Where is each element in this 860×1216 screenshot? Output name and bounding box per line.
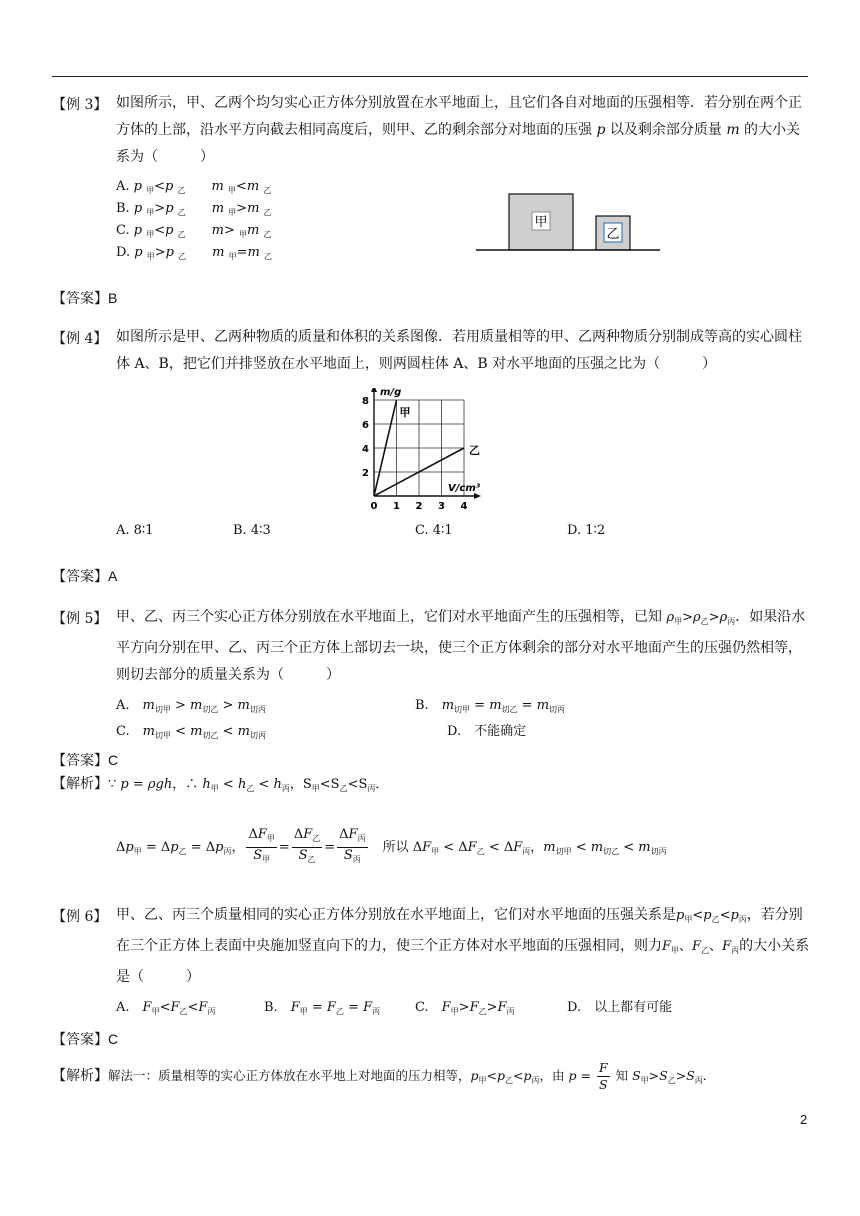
x-tick-label: 2 — [415, 501, 423, 512]
example-6-label: 【例 6】 — [52, 909, 108, 925]
y-tick-label: 4 — [362, 444, 369, 455]
example-3-label: 【例 3】 — [52, 97, 108, 113]
y-axis-arrow — [371, 388, 377, 392]
example-4-question: 如图所示是甲、乙两种物质的质量和体积的关系图像．若用质量相等的甲、乙两种物质分别制成等高的实心圆柱体 A、B，把它们并排竖放在水平地面上，则两圆柱体 A、B 对水平地面的压强之比为（ ） — [116, 329, 802, 372]
example-6-option-a[interactable]: A. $F_甲<F_乙<F_丙$ — [116, 1000, 216, 1016]
y-axis-label: m/g — [380, 388, 402, 398]
example-3-answer: 【答案】B — [52, 290, 118, 307]
example-3-option-c[interactable]: C. p $_甲$<p $_乙$ m> $_甲$m $_乙$ — [116, 223, 272, 239]
example-5-option-c[interactable]: C. $m_{切甲} < m_{切乙} < m_{切丙}$ — [116, 724, 266, 740]
mass-volume-chart — [346, 388, 516, 518]
example-5-analysis: 【解析】∵ p = ρgh，∴ $h_甲 < h_乙 < h_丙$，$S_甲<S_乙<S_丙$． — [52, 776, 389, 793]
example-4-answer: 【答案】A — [52, 568, 118, 585]
example-5-label: 【例 5】 — [52, 611, 108, 627]
example-4-option-c[interactable]: C. 4∶1 — [415, 523, 453, 538]
cube-jia-label: 甲 — [534, 215, 548, 230]
chart-axes — [371, 388, 481, 499]
chart-grid — [374, 400, 464, 496]
example-6-option-d[interactable]: D. 以上都有可能 — [567, 1000, 673, 1015]
example-5-question: 甲、乙、丙三个实心正方体分别放在水平地面上，它们对水平地面产生的压强相等，已知 $\rho_甲>\rho_乙>\rho_丙$．如果沿水平方向分别在甲、乙、丙三个正方体上部切去一块，使三个正方体剩余的部分对水平地面产生的压强仍然相等，则切去部分的质量关系为（ ） — [116, 609, 806, 683]
x-tick-label: 1 — [393, 501, 400, 512]
example-6-option-b[interactable]: B. $F_甲 = F_乙 = F_丙$ — [264, 1000, 381, 1016]
example-3-option-a[interactable]: A. p $_甲$<p $_乙$ m $_甲$<m $_乙$ — [116, 179, 272, 195]
example-5-option-b[interactable]: B. $m_{切甲} = m_{切乙} = m_{切丙}$ — [415, 698, 566, 714]
example-4-label: 【例 4】 — [52, 331, 108, 347]
example-4-option-a[interactable]: A. 8∶1 — [116, 523, 154, 538]
x-tick-label: 4 — [460, 501, 468, 512]
header-rule — [52, 76, 808, 77]
series-label-1: 乙 — [469, 444, 480, 457]
x-tick-label: 0 — [370, 501, 378, 512]
page-number: 2 — [800, 1112, 808, 1127]
y-tick-label: 2 — [362, 468, 369, 479]
example-5-analysis-formula: $\Delta p_甲 = \Delta p_乙 = \Delta p_丙$， $\frac{\Delta F_甲}{S_甲}$ = $\frac{\Delta F_乙}{S_乙}$ = $\frac{\Delta F_丙}{S_丙}$ 所以 $\Delta F_甲 < \Delta F_乙 < \Delta F_丙$，$m_{切甲} < m_{切乙} < m_{切丙}$ — [116, 827, 667, 864]
example-3-option-b[interactable]: B. p $_甲$>p $_乙$ m $_甲$>m $_乙$ — [116, 201, 272, 217]
example-3-option-d[interactable]: D. p $_甲$>p $_乙$ m $_甲$=m $_乙$ — [116, 245, 272, 261]
x-tick-label: 3 — [438, 501, 445, 512]
example-4-option-b[interactable]: B. 4∶3 — [233, 523, 271, 538]
example-3-question: 如图所示，甲、乙两个均匀实心正方体分别放置在水平地面上，且它们各自对地面的压强相等．若分别在两个正方体的上部，沿水平方向截去相同高度后，则甲、乙的剩余部分对地面的压强 p 以及剩余部分质量 m 的大小关系为（ ） — [116, 95, 802, 165]
example-6-analysis: 【解析】解法一：质量相等的实心正方体放在水平地上对地面的压力相等，$p_甲<p_乙<p_丙$，由 p = $\frac{F}{S}$ 知 $S_甲>S_乙>S_丙$． — [52, 1060, 716, 1092]
y-tick-label: 6 — [362, 420, 369, 431]
y-tick-label: 8 — [362, 396, 369, 407]
example-5-answer: 【答案】C — [52, 752, 119, 769]
cube-yi-label: 乙 — [606, 227, 620, 242]
x-axis-label: V/cm³ — [448, 483, 481, 494]
example-4-option-d[interactable]: D. 1∶2 — [567, 523, 606, 538]
cubes-figure — [474, 188, 664, 254]
example-6-option-c[interactable]: C. $F_甲>F_乙>F_丙$ — [415, 1000, 515, 1016]
example-5-option-d[interactable]: D. 不能确定 — [447, 724, 527, 739]
example-6-answer: 【答案】C — [52, 1031, 119, 1048]
series-label-0: 甲 — [399, 406, 411, 419]
example-6-question: 甲、乙、丙三个质量相同的实心正方体分别放在水平地面上，它们对水平地面的压强关系是$p_甲<p_乙<p_丙$，若分别在三个正方体上表面中央施加竖直向下的力，使三个正方体对水平地面的压强相同，则力$F_甲$、$F_乙$、$F_丙$的大小关系是（ ） — [116, 907, 810, 985]
example-5-option-a[interactable]: A. $m_{切甲} > m_{切乙} > m_{切丙}$ — [116, 698, 266, 714]
